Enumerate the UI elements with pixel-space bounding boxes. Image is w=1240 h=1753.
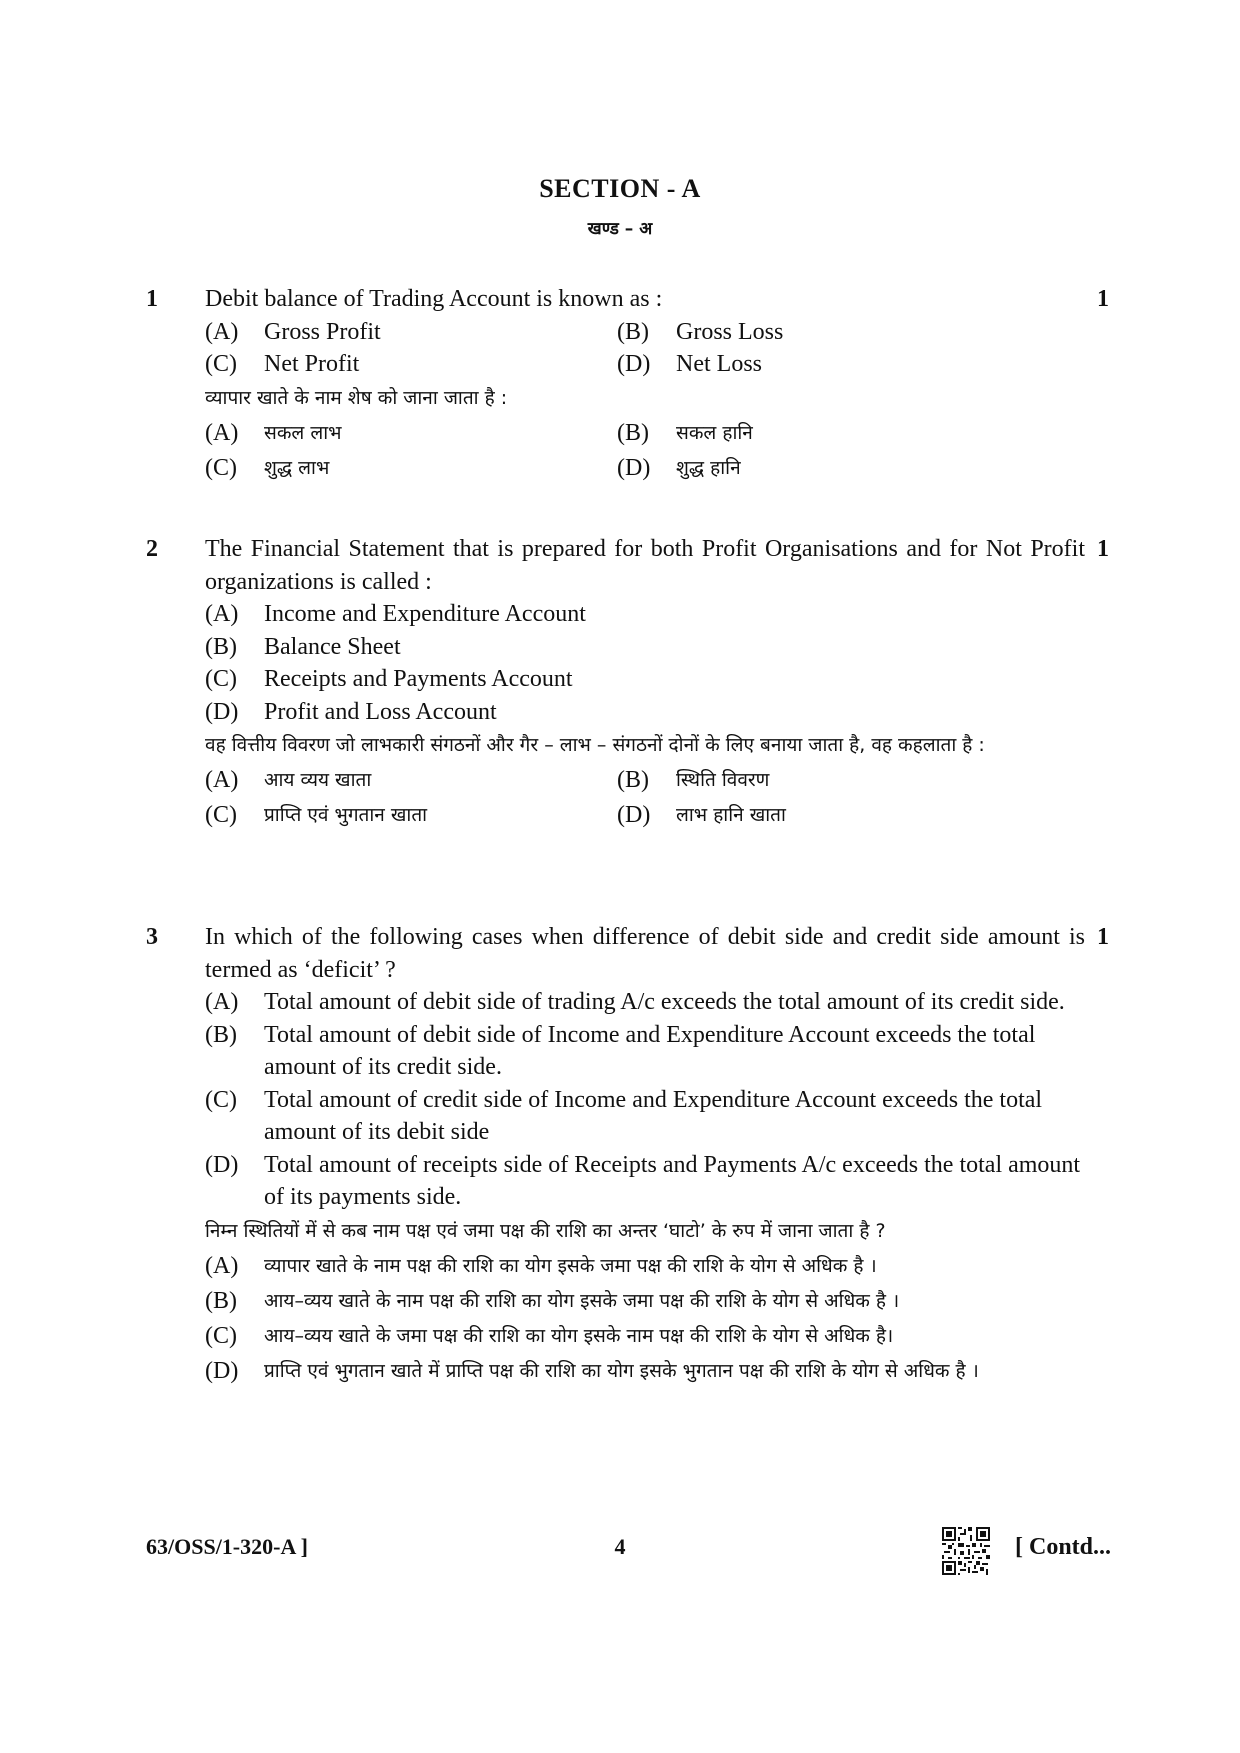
option-label: (C): [205, 666, 237, 692]
option-text: लाभ हानि खाता: [676, 804, 786, 826]
question-stem-english: In which of the following cases when difference of debit side and credit side amount is termed as ‘deficit’ ?: [205, 924, 1085, 983]
option-c: [205, 663, 1085, 696]
option-text: प्राप्ति एवं भुगतान खाता: [264, 804, 428, 826]
option-a: [205, 598, 1085, 631]
option-a: [205, 316, 617, 349]
section-subtitle: खण्ड – अ: [587, 219, 653, 239]
option-a: [205, 763, 617, 798]
option-text: Gross Profit: [264, 318, 381, 345]
option-text: आय–व्यय खाते के जमा पक्ष की राशि का योग इसके नाम पक्ष की राशि के योग से अधिक है।: [264, 1324, 894, 1347]
option-label: (D): [617, 454, 651, 481]
option-label: (C): [205, 454, 237, 481]
option-label: (A): [205, 601, 239, 627]
option-c: [205, 451, 617, 486]
option-text: आय–व्यय खाते के नाम पक्ष की राशि का योग इसके जमा पक्ष की राशि के योग से अधिक है ।: [264, 1289, 900, 1312]
options-hindi: [205, 1249, 1085, 1389]
question-stem-hindi: व्यापार खाते के नाम शेष को जाना जाता है :: [205, 386, 508, 409]
option-label: (D): [617, 351, 651, 377]
paper-code: 63/OSS/1-320-A ]: [146, 1534, 308, 1559]
option-b: [205, 631, 1085, 664]
option-text: Total amount of debit side of trading A/c exceeds the total amount of its credit side.: [264, 989, 1065, 1015]
option-d: [617, 348, 1085, 381]
option-text: शुद्ध लाभ: [264, 456, 330, 479]
option-b: [205, 1019, 1085, 1084]
option-label: (D): [617, 802, 651, 828]
option-text: Profit and Loss Account: [264, 698, 497, 725]
option-text: स्थिति विवरण: [676, 769, 770, 791]
option-label: (C): [205, 351, 237, 377]
option-label: (A): [205, 989, 239, 1015]
option-label: (C): [205, 802, 237, 828]
question-marks: 1: [1097, 924, 1109, 950]
option-text: Gross Loss: [676, 318, 784, 345]
option-label: (B): [205, 1021, 237, 1048]
page-footer: [0, 1527, 1240, 1577]
option-label: (B): [205, 633, 237, 660]
page-number: 4: [614, 1534, 626, 1559]
option-d: [617, 451, 1085, 486]
option-label: (A): [205, 419, 239, 446]
option-d: [205, 1354, 1085, 1389]
question-stem-english: The Financial Statement that is prepared for both Profit Organisations and for Not Profit organizations is called :: [205, 536, 1085, 595]
option-text: Receipts and Payments Account: [264, 666, 573, 692]
option-c: [205, 1319, 1085, 1354]
option-label: (C): [205, 1086, 237, 1113]
option-text: शुद्ध हानि: [676, 456, 741, 479]
section-header: [0, 172, 1240, 244]
option-c: [205, 1084, 1085, 1149]
option-label: (D): [205, 1151, 239, 1178]
question-number: 3: [146, 924, 158, 950]
option-d: [205, 1149, 1085, 1214]
option-text: प्राप्ति एवं भुगतान खाते में प्राप्ति पक्ष की राशि का योग इसके भुगतान पक्ष की राशि के योग से अधिक है ।: [264, 1359, 979, 1382]
question-number: 1: [146, 286, 158, 312]
option-label: (A): [205, 1252, 239, 1279]
question-marks: 1: [1097, 286, 1109, 312]
option-label: (A): [205, 767, 239, 793]
question-body: [205, 921, 1085, 1389]
options-hindi: [205, 416, 1085, 486]
question-body: [205, 533, 1085, 833]
option-text: Income and Expenditure Account: [264, 601, 586, 627]
continued-note: [ Contd...: [1015, 1534, 1112, 1560]
option-text: आय व्यय खाता: [264, 769, 372, 791]
option-label: (B): [617, 767, 649, 793]
option-c: [205, 348, 617, 381]
qr-code-icon: [942, 1527, 990, 1575]
options-english: [205, 316, 1085, 381]
options-english: [205, 598, 1085, 728]
option-text: Total amount of receipts side of Receipts and Payments A/c exceeds the total amount of its payments side.: [264, 1151, 1081, 1210]
option-text: सकल हानि: [676, 421, 753, 444]
option-label: (B): [617, 318, 649, 345]
option-label: (B): [205, 1287, 237, 1314]
option-text: व्यापार खाते के नाम पक्ष की राशि का योग इसके जमा पक्ष की राशि के योग से अधिक है ।: [264, 1254, 877, 1277]
question-marks: 1: [1097, 536, 1109, 562]
option-a: [205, 1249, 1085, 1284]
option-c: [205, 798, 617, 833]
option-text: Total amount of debit side of Income and Expenditure Account exceeds the total amount of its credit side.: [264, 1021, 1036, 1080]
option-text: Balance Sheet: [264, 633, 401, 660]
option-label: (D): [205, 1357, 239, 1384]
option-label: (C): [205, 1322, 237, 1349]
option-label: (B): [617, 419, 649, 446]
option-text: Net Profit: [264, 351, 360, 377]
question-body: [205, 283, 1085, 486]
option-a: [205, 986, 1085, 1019]
question-stem-hindi: निम्न स्थितियों में से कब नाम पक्ष एवं जमा पक्ष की राशि का अन्तर ‘घाटो’ के रुप में जाना जाता है ?: [205, 1219, 886, 1242]
option-b: [617, 763, 1085, 798]
options-english: [205, 986, 1085, 1214]
option-d: [205, 696, 1085, 729]
section-title: SECTION - A: [539, 174, 701, 203]
option-label: (D): [205, 698, 239, 725]
option-label: (A): [205, 318, 239, 345]
question-stem-hindi: वह वित्तीय विवरण जो लाभकारी संगठनों और गैर – लाभ – संगठनों दोनों के लिए बनाया जाता है, वह कहलाता है :: [205, 734, 985, 756]
question-number: 2: [146, 536, 158, 562]
option-text: Total amount of credit side of Income and Expenditure Account exceeds the total amount of its debit side: [264, 1086, 1043, 1145]
option-text: Net Loss: [676, 351, 762, 377]
question-stem-english: Debit balance of Trading Account is known as :: [205, 286, 663, 312]
option-a: [205, 416, 617, 451]
option-b: [617, 316, 1085, 349]
option-d: [617, 798, 1085, 833]
option-b: [617, 416, 1085, 451]
option-b: [205, 1284, 1085, 1319]
option-text: सकल लाभ: [264, 421, 342, 444]
options-hindi: [205, 763, 1085, 833]
